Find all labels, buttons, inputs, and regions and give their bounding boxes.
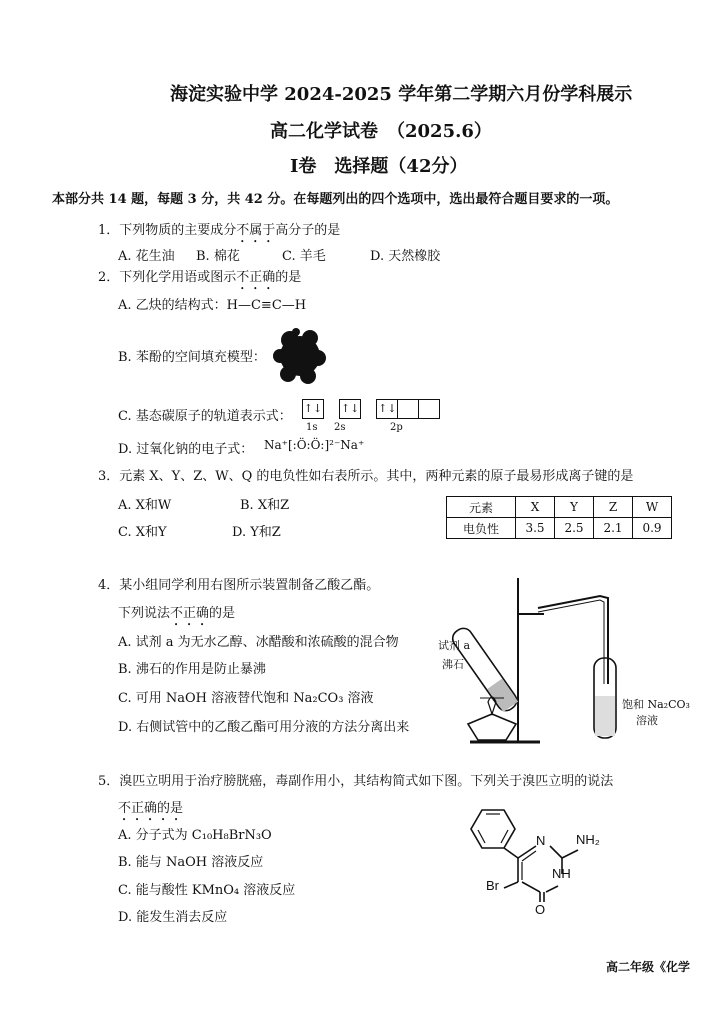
q1-option-c: C. 羊毛 (282, 249, 326, 264)
q1-option-a: A. 花生油 (118, 249, 175, 264)
q5-option-b: B. 能与 NaOH 溶液反应 (118, 855, 264, 870)
orbital-label-2s: 2s (334, 422, 346, 433)
orbital-label-2p: 2p (390, 422, 403, 433)
atom-nh: NH (552, 866, 571, 881)
atom-n1: N (536, 833, 546, 848)
q5-option-c: C. 能与酸性 KMnO₄ 溶液反应 (118, 883, 296, 898)
q5-stem: 5．溴匹立明用于治疗膀胱癌，毒副作用小，其结构简式如下图。下列关于溴匹立明的说法 (98, 774, 614, 789)
table-cell: 电负性 (447, 518, 516, 539)
q3-option-a: A. X和W (118, 498, 172, 513)
q4-option-a: A. 试剂 a 为无水乙醇、冰醋酸和浓硫酸的混合物 (118, 635, 399, 650)
exam-subtitle: 高二化学试卷 （2025.6） (270, 121, 492, 142)
q2-stem-b: 的是 (275, 270, 302, 285)
orbital-diagram (302, 398, 439, 419)
label-solution: 溶液 (636, 714, 658, 727)
q4-substem (118, 602, 235, 629)
q1-stem-a: 1．下列物质的主要成分 (98, 223, 237, 238)
na2o2-formula: Na⁺[:Ö:Ö:]²⁻Na⁺ (264, 438, 365, 452)
orbital-label-1s: 1s (306, 422, 318, 433)
orbital-2p-2 (397, 399, 419, 419)
table-cell: 2.1 (594, 518, 633, 539)
table-cell: 0.9 (633, 518, 672, 539)
q4-sub-a: 下列说法 (118, 606, 171, 621)
q2-stem-a: 2．下列化学用语或图示 (98, 270, 237, 285)
q1-stem-b: 高分子的是 (275, 223, 341, 238)
table-cell: Z (594, 497, 633, 518)
q5-option-d: D. 能发生消去反应 (118, 910, 228, 925)
q3-option-d: D. Y和Z (232, 525, 281, 540)
q2-option-c: C. 基态碳原子的轨道表示式： (118, 409, 292, 424)
q2-stem-emph: 不正确 (236, 270, 276, 285)
orbital-2p-1: ↑↓ (376, 399, 398, 419)
q4-option-d: D. 右侧试管中的乙酸乙酯可用分液的方法分离出来 (118, 720, 410, 735)
q4-sub-emph: 不正确 (170, 606, 210, 621)
table-cell: 元素 (447, 497, 516, 518)
exam-title: 海淀实验中学 2024-2025 学年第二学期六月份学科展示 (170, 84, 633, 105)
atom-o: O (535, 902, 546, 917)
q3-stem: 3．元素 X、Y、Z、W、Q 的电负性如右表所示。其中，两种元素的原子最易形成离子键的是 (98, 469, 634, 484)
q4-sub-b: 的是 (209, 606, 236, 621)
table-row (447, 497, 672, 518)
section-title: I卷 选择题（42分） (290, 156, 468, 177)
atom-br: Br (486, 878, 499, 893)
orbital-2s: ↑↓ (339, 399, 361, 419)
table-cell: 2.5 (555, 518, 594, 539)
table-cell: X (516, 497, 555, 518)
instructions: 本部分共 14 题，每题 3 分，共 42 分。在每题列出的四个选项中，选出最符合题目要求的一项。 (52, 192, 619, 207)
q2-stem (98, 266, 301, 293)
orbital-1s: ↑↓ (302, 399, 324, 419)
phenol-model-icon (270, 326, 328, 388)
q1-stem (98, 219, 340, 246)
q2-option-b: B. 苯酚的空间填充模型： (118, 350, 266, 365)
q1-option-d: D. 天然橡胶 (370, 249, 441, 264)
q1-option-b: B. 棉花 (196, 249, 240, 264)
q5-stem2: 不正确的是 (118, 801, 184, 816)
orbital-2p-3 (418, 399, 440, 419)
q5-option-a: A. 分子式为 C₁₀H₈BrN₃O (118, 828, 272, 843)
table-cell: Y (555, 497, 594, 518)
label-reagent-a: 试剂 a (438, 639, 471, 652)
table-cell: 3.5 (516, 518, 555, 539)
table-row (447, 518, 672, 539)
q4-option-b: B. 沸石的作用是防止暴沸 (118, 662, 266, 677)
q4-option-c: C. 可用 NaOH 溶液替代饱和 Na₂CO₃ 溶液 (118, 691, 374, 706)
q4-stem: 4．某小组同学利用右图所示装置制备乙酸乙酯。 (98, 578, 380, 593)
q3-option-b: B. X和Z (240, 498, 290, 513)
page-footer: 高二年级《化学 (606, 960, 691, 974)
q2-option-d: D. 过氧化钠的电子式： (118, 442, 254, 457)
table-cell: W (633, 497, 672, 518)
label-saturated-na2co3: 饱和 Na₂CO₃ (622, 698, 690, 711)
atom-nh2: NH₂ (576, 832, 600, 847)
label-boiling-stone: 沸石 (442, 658, 464, 671)
q3-option-c: C. X和Y (118, 525, 167, 540)
electronegativity-table (446, 496, 672, 539)
q1-stem-emph: 不属于 (236, 223, 276, 238)
q2-option-a: A. 乙炔的结构式：H—C≡C—H (118, 298, 307, 313)
